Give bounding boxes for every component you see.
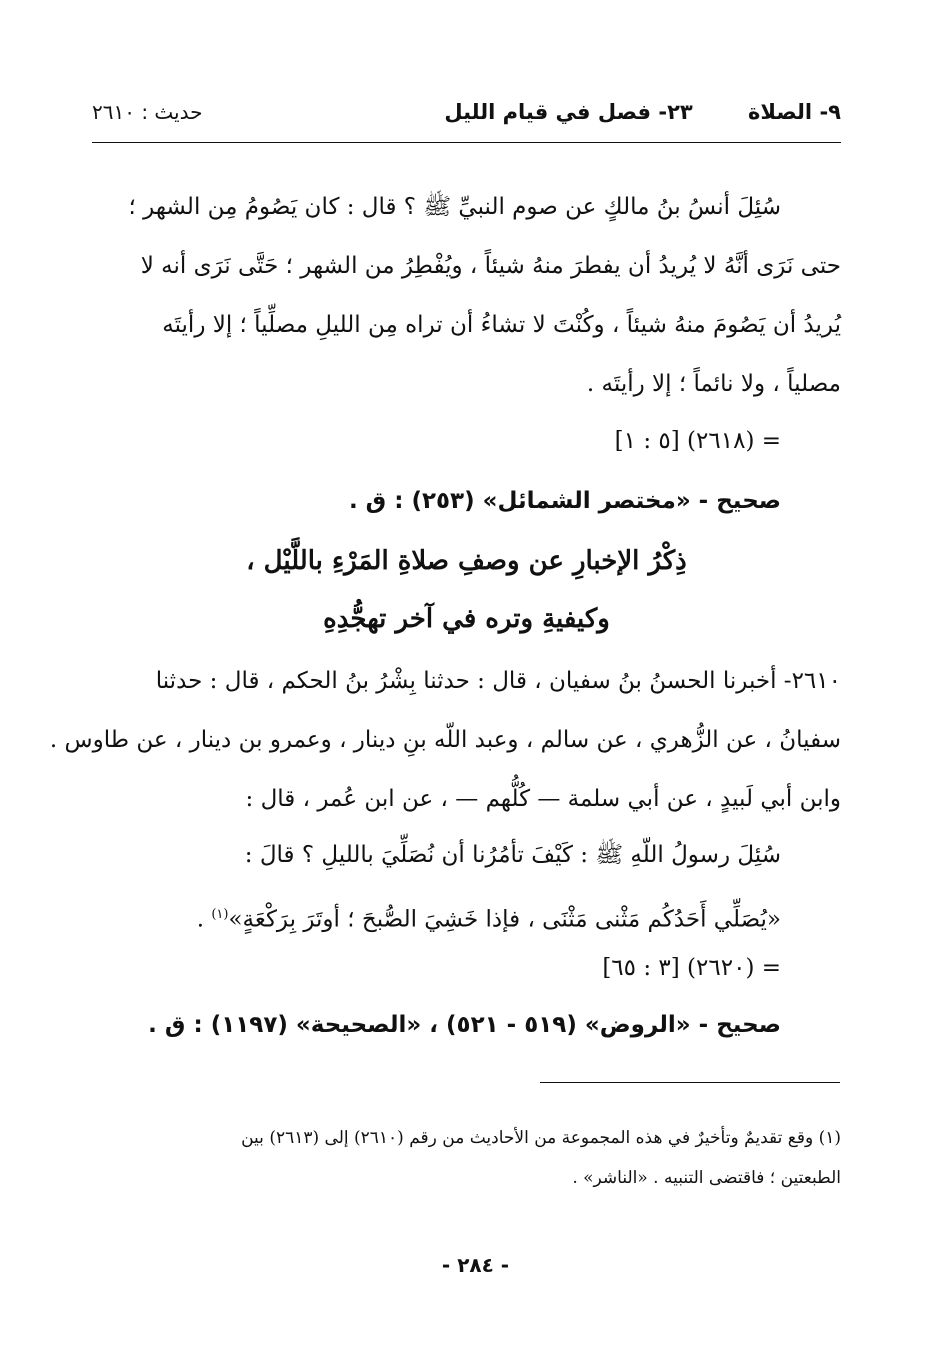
equivalence-note: = (٢٦١٨) [٥ : ١]	[614, 428, 781, 454]
text-line: سُئِلَ رسولُ اللّهِ ﷺ : كَيْفَ تأمُرُنا أن نُصَلِّيَ بالليلِ ؟ قالَ :	[244, 842, 781, 868]
grade-note: صحيح - «الروض» (٥١٩ - ٥٢١) ، «الصحيحة» (١١٩٧) : ق .	[148, 1012, 781, 1038]
text-line: سُئِلَ أنسُ بنُ مالكٍ عن صوم النبيِّ ﷺ ؟ قال : كان يَصُومُ مِن الشهر ؛	[128, 194, 781, 220]
text-line: حتى نَرَى أنَّهُ لا يُريدُ أن يفطرَ منهُ شيئاً ، ويُفْطِرُ من الشهر ؛ حَتَّى نَرَى أنه لا	[140, 253, 841, 279]
equivalence-note: = (٢٦٢٠) [٣ : ٦٥]	[602, 955, 781, 981]
footnotes	[92, 1118, 841, 1198]
grade-note: صحيح - «مختصر الشمائل» (٢٥٣) : ق .	[348, 488, 781, 514]
header-rule	[92, 142, 841, 143]
hadith-2610-isnad	[49, 652, 841, 829]
footnote-marker: (١)	[211, 907, 229, 922]
section-title: ٢٣- فصل في قيام الليل	[444, 100, 693, 124]
text-line	[92, 885, 841, 950]
page-number: - ٢٨٤ -	[441, 1253, 510, 1277]
chapter-heading-line-1: ذِكْرُ الإخبارِ عن وصفِ صلاةِ المَرْءِ باللَّيْل ،	[246, 546, 687, 576]
footnote-line: (١) وقع تقديمٌ وتأخيرٌ في هذه المجموعة من الأحاديث من رقم (٢٦١٠) إلى (٢٦١٣) بين	[241, 1128, 841, 1148]
chapter-title: ٩- الصلاة	[748, 100, 841, 124]
header-chapter-section	[444, 100, 841, 124]
text-line: مصلياً ، ولا نائماً ؛ إلا رأيتَه .	[586, 371, 841, 397]
previous-hadith-text	[92, 178, 841, 414]
text-line: ٢٦١٠- أخبرنا الحسنُ بنُ سفيان ، قال : حدثنا بِشْرُ بنُ الحكم ، قال : حدثنا	[155, 668, 841, 694]
footnote-line: الطبعتين ؛ فاقتضى التنبيه . «الناشر» .	[572, 1168, 841, 1188]
matn-end: .	[196, 906, 212, 933]
chapter-heading-line-2: وكيفيةِ وتره في آخر تهجُّدِهِ	[323, 604, 610, 634]
text-line: وابن أبي لَبيدٍ ، عن أبي سلمة — كُلُّهم — ، عن ابن عُمر ، قال :	[245, 786, 841, 812]
matn-quote: «يُصَلِّي أَحَدُكُم مَثْنى مَثْنَى ، فإذا خَشِيَ الصُّبحَ ؛ أوتَرَ بِرَكْعَةٍ»	[228, 906, 781, 933]
hadith-2610-matn	[92, 826, 841, 950]
footnote-rule	[540, 1082, 840, 1083]
running-header	[92, 100, 841, 140]
text-line: يُريدُ أن يَصُومَ منهُ شيئاً ، وكُنْتَ لا تشاءُ أن تراه مِن الليلِ مصلِّياً ؛ إلا رأيتَه	[162, 312, 841, 338]
hadith-reference: حديث : ٢٦١٠	[92, 100, 203, 124]
text-line: سفيانُ ، عن الزُّهري ، عن سالم ، وعبد اللّه بنِ دينار ، وعمرو بن دينار ، عن طاوس .	[49, 727, 841, 753]
